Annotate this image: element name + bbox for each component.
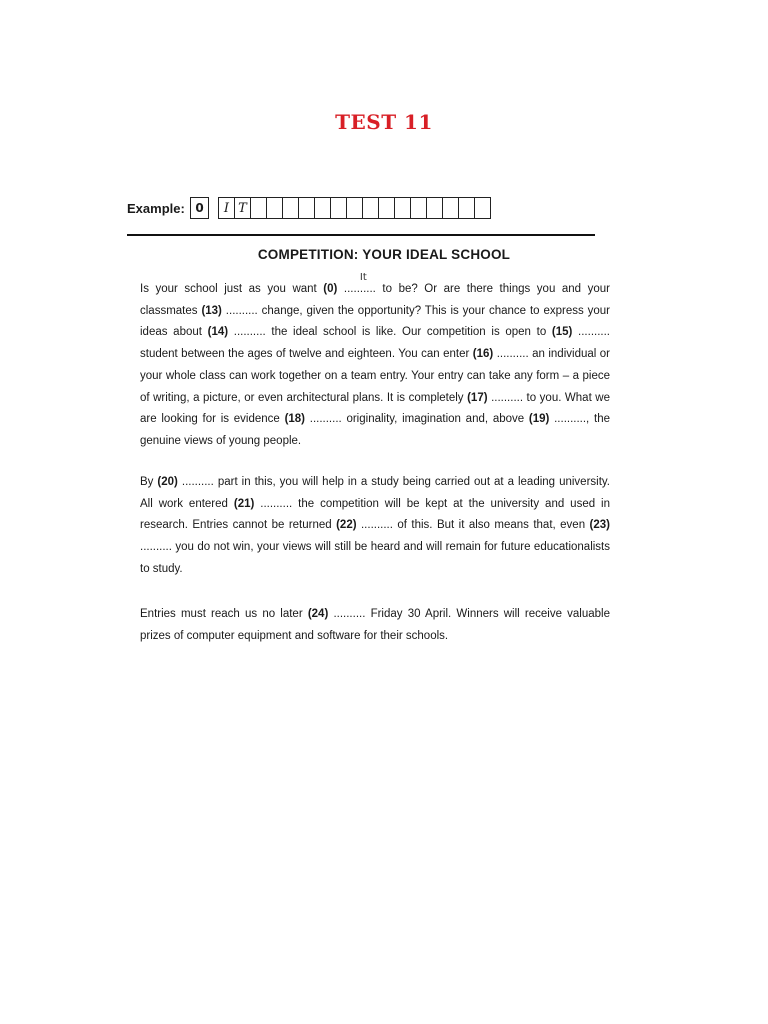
- answer-empty-box: [330, 197, 347, 219]
- question-number: (16): [472, 348, 494, 361]
- answer-empty-box: [314, 197, 331, 219]
- paragraph-1: Is your school just as you want (0) .......... It to be? Or are there things you and your classmates (13) .......... change, given the opportunity? This is your chance to express your ideas about (14) .......... the ideal school is like. Our competition is open to (15) .......... student between the ages of twelve and eighteen. You can enter (16) .......... an individual or your whole class can work together on a team entry. Your entry can take any form – a piece of writing, a picture, or even architectural plans. It is completely (17) .......... to you. What we are looking for is evidence (18) .......... originality, imagination and, above (19) .........., the genuine views of young people.: [140, 279, 610, 453]
- answer-empty-box: [266, 197, 283, 219]
- question-number: (15): [551, 326, 573, 339]
- answer-empty-box: [282, 197, 299, 219]
- example-number: 0: [190, 197, 209, 219]
- question-number: (22): [336, 519, 357, 532]
- example-gap: .......... It: [344, 279, 376, 301]
- page-title: TEST 11: [335, 110, 433, 134]
- answer-empty-box: [298, 197, 315, 219]
- example-number-box: [191, 197, 209, 219]
- question-number: (23): [589, 519, 610, 532]
- answer-empty-box: [394, 197, 411, 219]
- question-number: (0): [323, 283, 338, 295]
- answer-letter-box: T: [234, 197, 251, 219]
- paragraph-3: Entries must reach us no later (24) .......... Friday 30 April. Winners will receive valuable prizes of computer equipment and software for their schools.: [140, 608, 610, 642]
- divider: [127, 234, 595, 236]
- answer-empty-box: [378, 197, 395, 219]
- question-number: (21): [233, 497, 255, 510]
- question-number: (20): [157, 476, 178, 488]
- answer-empty-box: [250, 197, 267, 219]
- question-number: (19): [528, 413, 550, 426]
- passage-heading: COMPETITION: YOUR IDEAL SCHOOL: [257, 247, 511, 262]
- question-number: (18): [284, 413, 306, 426]
- example-label: Example:: [127, 201, 185, 216]
- question-number: (14): [207, 326, 229, 339]
- question-number: (13): [201, 304, 222, 317]
- question-number: (24): [307, 608, 329, 620]
- answer-empty-box: [410, 197, 427, 219]
- answer-empty-box: [346, 197, 363, 219]
- handwritten-answer: It: [359, 272, 367, 283]
- example-answer-boxes: [219, 197, 491, 219]
- answer-empty-box: [426, 197, 443, 219]
- answer-letter-box: I: [218, 197, 235, 219]
- paragraph-2: By (20) .......... part in this, you will help in a study being carried out at a leading university. All work entered (21) .......... the competition will be kept at the university and used in research. Entries cannot be returned (22) .......... of this. But it also means that, even (23) .......... you do not win, your views will still be heard and will remain for future educationalists to study.: [140, 476, 610, 575]
- answer-empty-box: [458, 197, 475, 219]
- question-number: (17): [467, 391, 488, 404]
- answer-empty-box: [362, 197, 379, 219]
- answer-empty-box: [474, 197, 491, 219]
- answer-empty-box: [442, 197, 459, 219]
